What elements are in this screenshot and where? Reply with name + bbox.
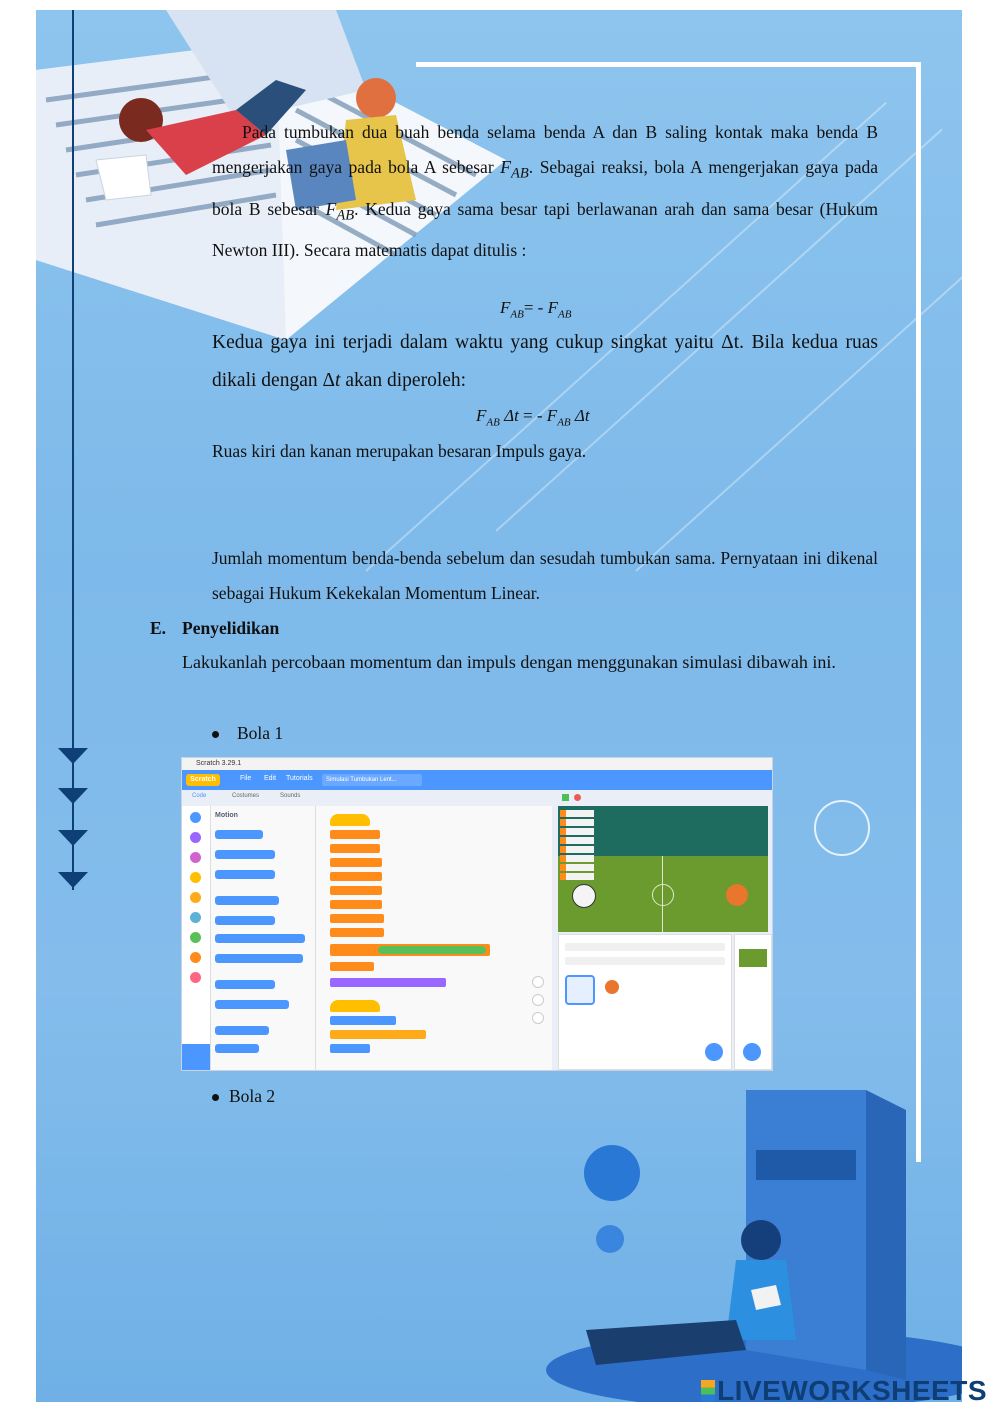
green-flag-icon[interactable] [562,794,569,801]
script-set-var[interactable] [330,830,380,839]
monitor [560,873,594,880]
basketball-icon[interactable] [726,884,748,906]
monitor [560,846,594,853]
scratch-menu-bar [182,770,772,790]
monitor [560,810,594,817]
script-say-block[interactable] [330,978,446,987]
eq-dt: Δt [570,406,590,425]
zoom-in-button[interactable] [532,976,544,988]
monitor [560,819,594,826]
block-turn-left[interactable] [215,870,275,879]
category-sensing[interactable] [190,912,201,923]
script-set-var[interactable] [330,872,382,881]
stage-pane [734,934,772,1070]
bullet-bola-1 [212,716,512,751]
symbol-f: F [500,157,511,177]
block-move[interactable] [215,830,263,839]
liveworksheets-logo [701,1375,987,1407]
script-control-block[interactable] [330,1030,426,1039]
block-change-x[interactable] [215,1026,269,1035]
eq-sub: AB [510,308,524,321]
monitor [560,855,594,862]
block-set-x[interactable] [215,1044,259,1053]
sprite-thumb-soccer-ball[interactable] [565,975,595,1005]
script-set-var[interactable] [330,886,382,895]
sprite-info-row [565,943,725,951]
triangle-marker [58,788,88,804]
paragraph-collision [212,115,878,268]
text-run: Pada tumbukan dua buah benda selama benda A dan B saling kontak maka benda B mengerjakan gaya pada bola A sebesar [212,122,878,177]
block-go-to[interactable] [215,896,279,905]
bullet-bola-2 [212,1079,512,1114]
script-glide-block[interactable] [330,1016,396,1025]
tab-code[interactable]: Code [192,793,207,799]
monitor [560,828,594,835]
paragraph-time [212,324,878,400]
backdrop-thumb[interactable] [739,949,767,967]
window-title-bar [182,758,772,770]
triangle-marker [58,748,88,764]
editor-tabs [182,790,316,804]
text-run: akan diperoleh: [340,370,467,391]
eq-operator: = - [523,406,547,425]
eq-f: F [500,298,511,317]
section-heading [150,611,550,646]
script-motion-block[interactable] [330,1044,370,1053]
add-sprite-button[interactable] [705,1043,723,1061]
script-operator[interactable] [378,946,486,954]
watermark-text: LIVEWORKSHEETS [717,1375,987,1406]
equation-impulse [476,406,590,428]
script-set-var[interactable] [330,928,384,937]
sprite-pane [558,934,732,1070]
script-area [316,806,552,1070]
bullet-dot [212,1094,219,1101]
block-point-towards[interactable] [215,1000,289,1009]
script-set-var[interactable] [330,858,382,867]
category-operators[interactable] [190,932,201,943]
variable-monitors [560,810,594,890]
zoom-reset-button[interactable] [532,1012,544,1024]
menu-file[interactable]: File [240,775,252,782]
window-title: Scratch 3.29.1 [196,760,242,767]
extension-button[interactable] [182,1044,210,1070]
category-my-blocks[interactable] [190,972,201,983]
symbol-ab: AB [336,207,355,223]
zoom-out-button[interactable] [532,994,544,1006]
section-letter: E. [150,618,167,638]
paragraph-momentum-conservation: Jumlah momentum benda-benda sebelum dan sesudah tumbukan sama. Pernyataan ini dikenal sebagai Hukum Kekekalan Momentum Linear. [212,548,878,603]
symbol-t: t [335,370,341,391]
eq-f: F [547,298,558,317]
menu-tutorials[interactable]: Tutorials [286,775,313,782]
text-run: . Sebagai reaksi, bola A mengerjakan gaya pada bola B sebesar [212,157,878,219]
block-point-direction[interactable] [215,980,275,989]
add-backdrop-button[interactable] [743,1043,761,1061]
symbol-f: F [325,198,337,219]
script-set-var[interactable] [330,914,384,923]
equation-newton-third [500,298,571,320]
block-glide-to[interactable] [215,934,305,943]
script-set-var[interactable] [330,900,382,909]
project-title-field[interactable]: Simulasi Tumbukan Lent... [322,774,422,786]
text-run: Kedua gaya ini terjadi dalam waktu yang cukup singkat yaitu Δt. Bila kedua ruas dikali dengan [212,332,878,391]
script-show-var[interactable] [330,962,374,971]
eq-dt: Δt [499,406,524,425]
category-looks[interactable] [190,832,201,843]
block-turn-right[interactable] [215,850,275,859]
triangle-marker [58,872,88,888]
menu-edit[interactable]: Edit [264,775,277,782]
script-set-var[interactable] [330,844,380,853]
tab-sounds[interactable]: Sounds [280,793,301,799]
eq-sub: AB [557,308,572,321]
script-hat-block[interactable] [330,1000,380,1012]
stop-icon[interactable] [574,794,581,801]
block-glide-to-xy[interactable] [215,954,303,963]
bullet-label: Bola 2 [229,1086,276,1106]
frame-line-right [916,62,921,1162]
basketball-icon [605,980,619,994]
scratch-screenshot [181,757,773,1071]
sprite-thumb-basketball[interactable] [599,975,625,1001]
paragraph-instructions: Lakukanlah percobaan momentum dan impuls dengan menggunakan simulasi dibawah ini. [182,652,836,672]
tab-costumes[interactable]: Costumes [232,793,260,799]
liveworksheets-mark-icon [701,1380,715,1402]
block-palette [211,806,316,1070]
paragraph-impulse: Ruas kiri dan kanan merupakan besaran Impuls gaya. [212,441,587,461]
text-run: . Kedua gaya sama besar tapi berlawanan arah dan sama besar (Hukum Newton III). Secara matematis dapat ditulis : [212,198,878,260]
category-palette [182,806,211,1070]
eq-operator: = - [523,298,548,317]
eq-sub: AB [557,416,571,429]
section-title: Penyelidikan [182,618,280,638]
symbol-ab: AB [510,165,529,182]
monitor [560,837,594,844]
script-hat-block[interactable] [330,814,370,826]
decorative-wire-ball [814,800,870,856]
category-motion[interactable] [190,812,201,823]
category-events[interactable] [190,872,201,883]
bullet-label: Bola 1 [237,723,284,743]
category-sound[interactable] [190,852,201,863]
scratch-logo[interactable]: Scratch [186,774,220,786]
monitor [560,864,594,871]
symbol-delta: Δ [322,370,336,391]
eq-f: F [546,406,558,425]
category-variables[interactable] [190,952,201,963]
triangle-marker [58,830,88,846]
decorative-ray [635,236,962,572]
stage-canvas[interactable] [558,806,768,932]
block-go-to-xy[interactable] [215,916,275,925]
reader-illustration [526,1090,962,1402]
field-center-circle [652,884,674,906]
eq-f: F [476,406,487,425]
eq-sub: AB [486,416,500,429]
bullet-dot [212,731,219,738]
sprite-info-row [565,957,725,965]
category-heading: Motion [215,812,238,819]
category-control[interactable] [190,892,201,903]
